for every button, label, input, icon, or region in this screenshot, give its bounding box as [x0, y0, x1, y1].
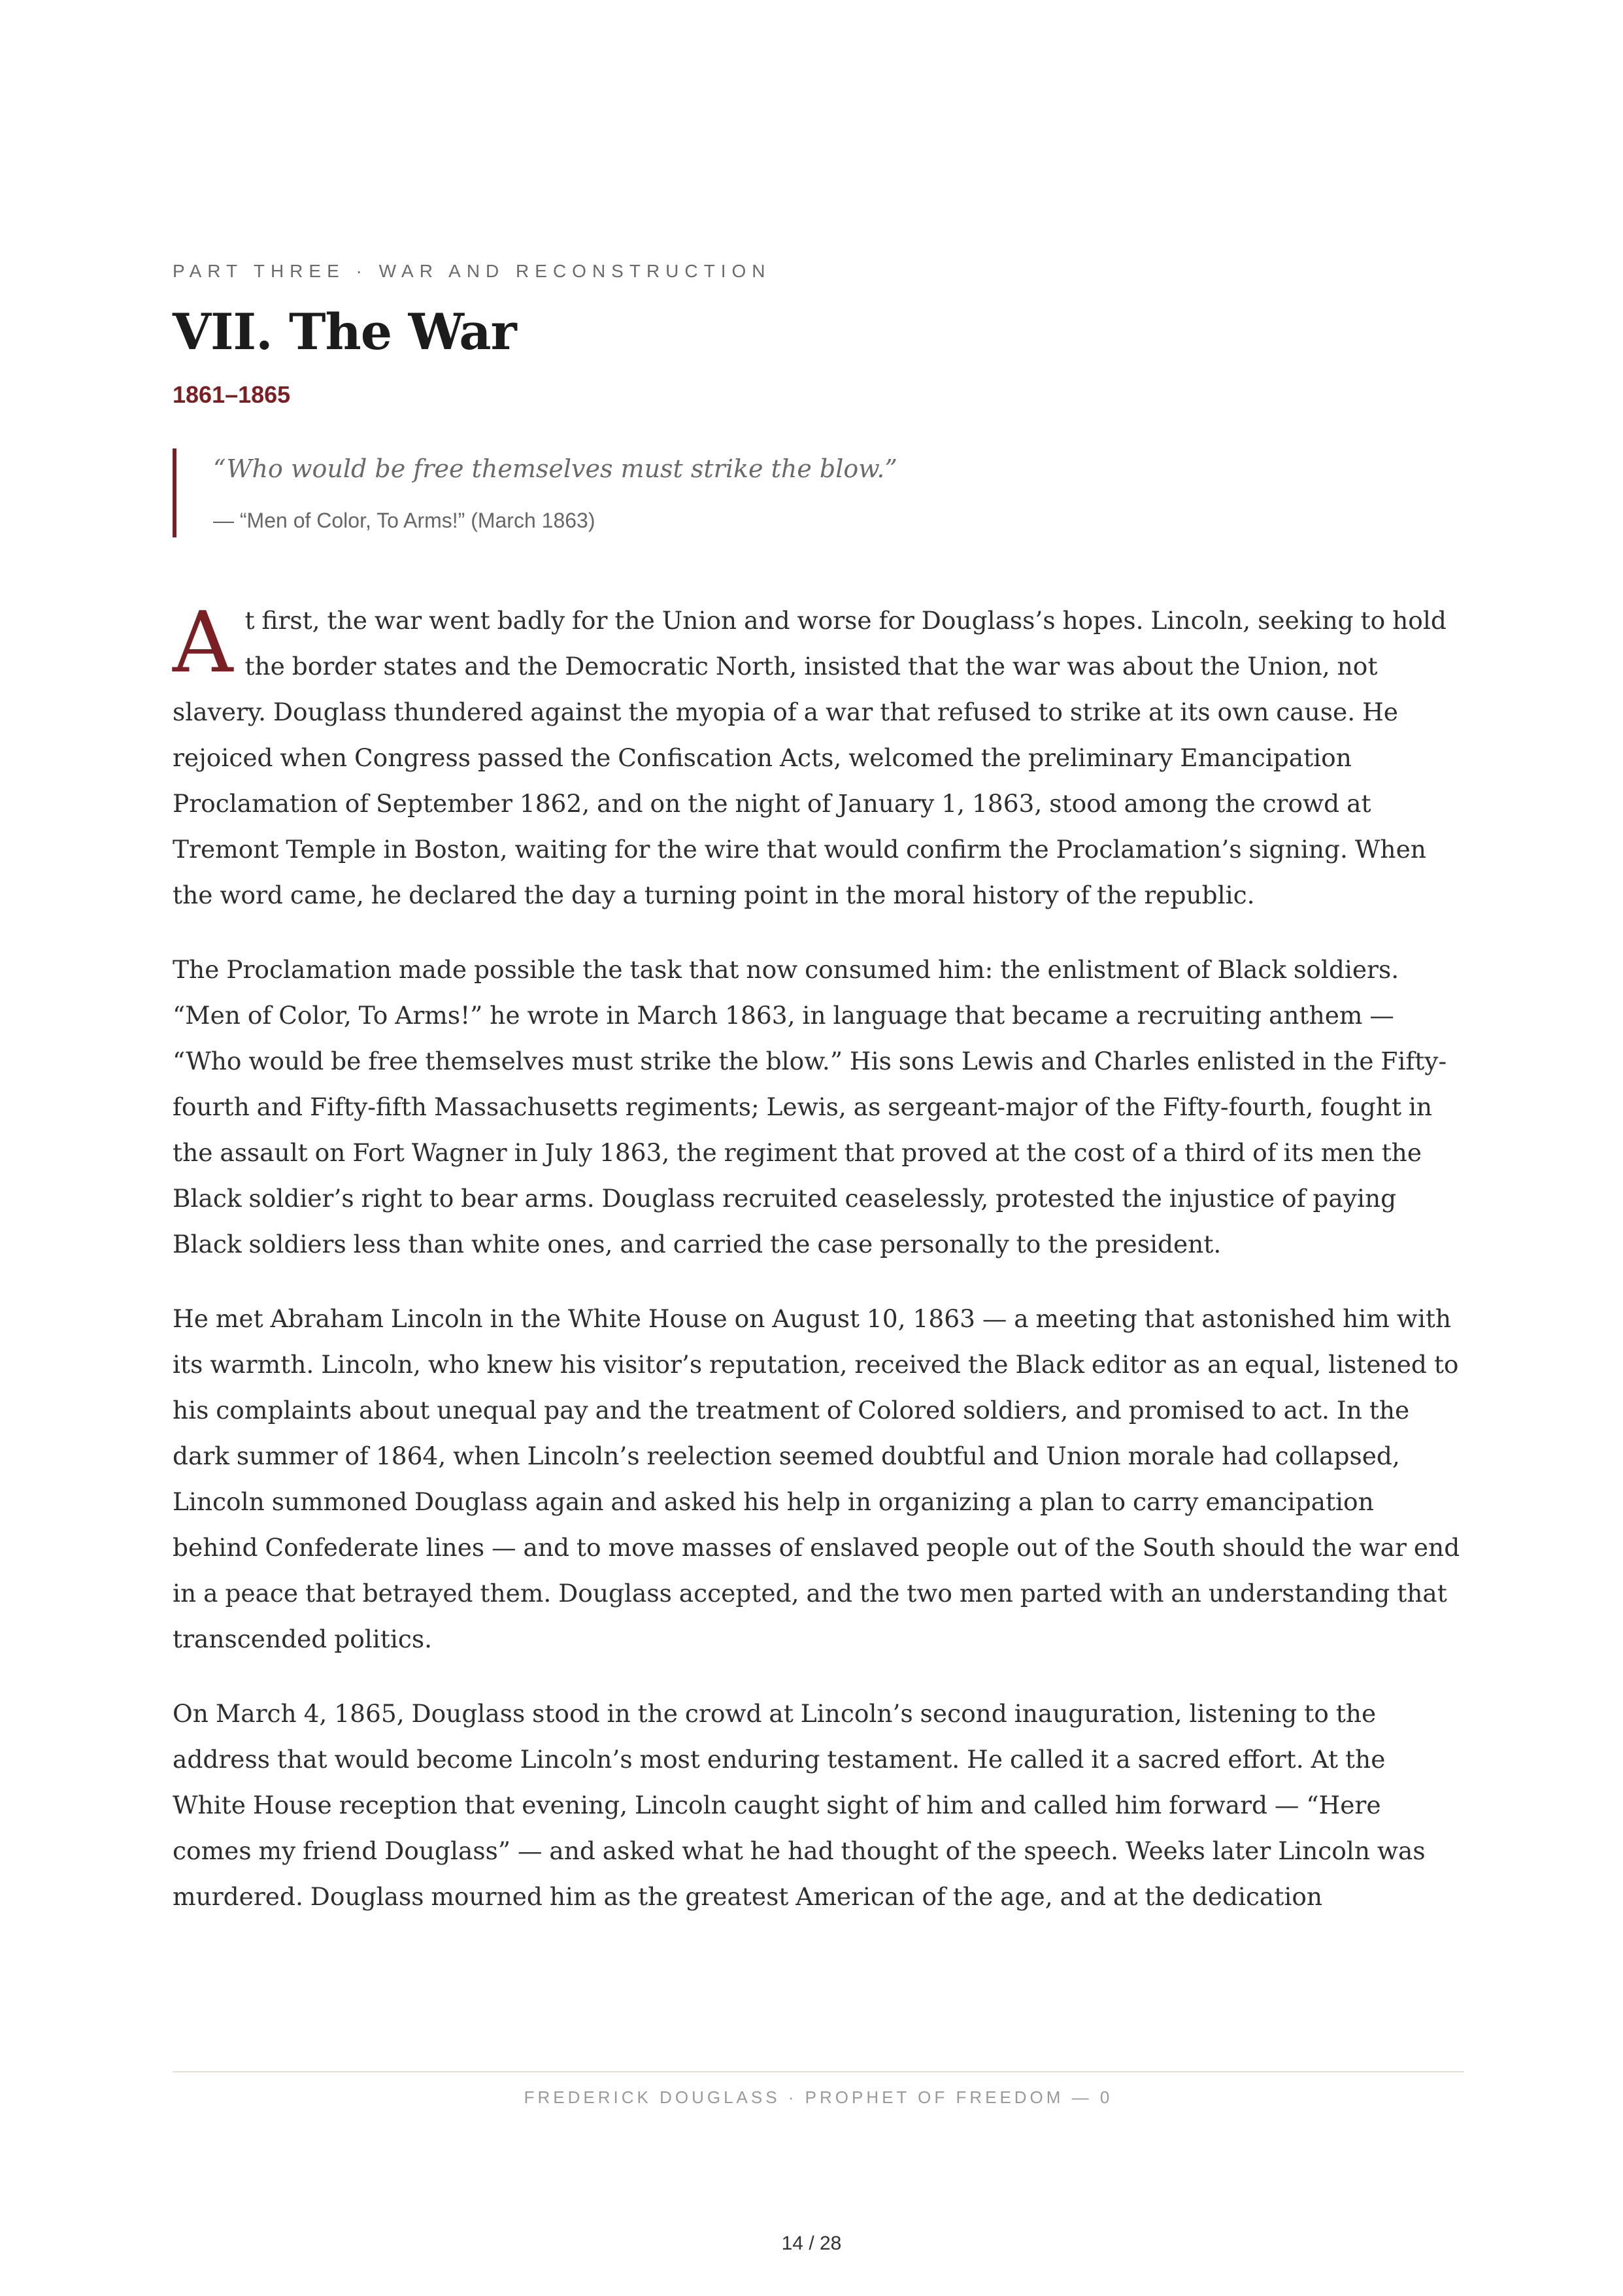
- part-label: PART THREE · WAR AND RECONSTRUCTION: [173, 261, 771, 281]
- running-footer: FREDERICK DOUGLASS · PROPHET OF FREEDOM — 0: [524, 2087, 1113, 2107]
- body-paragraph-3: He met Abraham Lincoln in the White House on August 10, 1863 — a meeting that astonished him with its warmth. Lincoln, who knew his visitor’s reputation, received the Black editor as an equal, listened to his complaints about unequal pay and the treatment of Colored soldiers, and promised to act. In the dark summer of 1864, when Lincoln’s reelection seemed doubtful and Union morale had collapsed, Lincoln summoned Douglass again and asked his help in organizing a plan to carry emancipation behind Confederate lines — and to move masses of enslaved people out of the South should the war end in a peace that betrayed them. Douglass accepted, and the two men parted with an understanding that transcended politics.: [173, 1304, 1460, 1653]
- epigraph-source: — “Men of Color, To Arms!” (March 1863): [213, 509, 595, 532]
- drop-cap: A: [173, 594, 233, 692]
- chapter-dates: 1861–1865: [173, 381, 291, 408]
- epigraph: [173, 448, 1464, 537]
- page-counter: 14 / 28: [781, 2233, 842, 2254]
- body-paragraph-4: On March 4, 1865, Douglass stood in the crowd at Lincoln’s second inauguration, listening to the address that would become Lincoln’s most enduring testament. He called it a sacred effort. At the White House reception that evening, Lincoln caught sight of him and called him forward — “Here comes my friend Douglass” — and asked what he had thought of the speech. Weeks later Lincoln was murdered. Douglass mourned him as the greatest American of the age, and at the dedication: [173, 1699, 1426, 1911]
- epigraph-quote: “Who would be free themselves must strike the blow.”: [213, 454, 897, 483]
- chapter-title: VII. The War: [173, 303, 516, 361]
- chapter-content: [173, 260, 1464, 1948]
- body-paragraph-1-text: t first, the war went badly for the Union and worse for Douglass’s hopes. Lincoln, seeking to hold the border states and the Democratic North, insisted that the war was about the Union, not slavery. Douglass thundered against the myopia of a war that refused to strike at its own cause. He rejoiced when Congress passed the Confiscation Acts, welcomed the preliminary Emancipation Proclamation of September 1862, and on the night of January 1, 1863, stood among the crowd at Tremont Temple in Boston, waiting for the wire that would confirm the Proclamation’s signing. When the word came, he declared the day a turning point in the moral history of the republic.: [173, 606, 1447, 909]
- body-paragraph-1: [173, 594, 1464, 918]
- footer-divider: [173, 2071, 1464, 2072]
- body-paragraph-2: The Proclamation made possible the task that now consumed him: the enlistment of Black soldiers. “Men of Color, To Arms!” he wrote in March 1863, in language that became a recruiting anthem — “Who would be free themselves must strike the blow.” His sons Lewis and Charles enlisted in the Fifty-fourth and Fifty-fifth Massachusetts regiments; Lewis, as sergeant-major of the Fifty-fourth, fought in the assault on Fort Wagner in July 1863, the regiment that proved at the cost of a third of its men the Black soldier’s right to bear arms. Douglass recruited ceaselessly, protested the injustice of paying Black soldiers less than white ones, and carried the case personally to the president.: [173, 955, 1447, 1258]
